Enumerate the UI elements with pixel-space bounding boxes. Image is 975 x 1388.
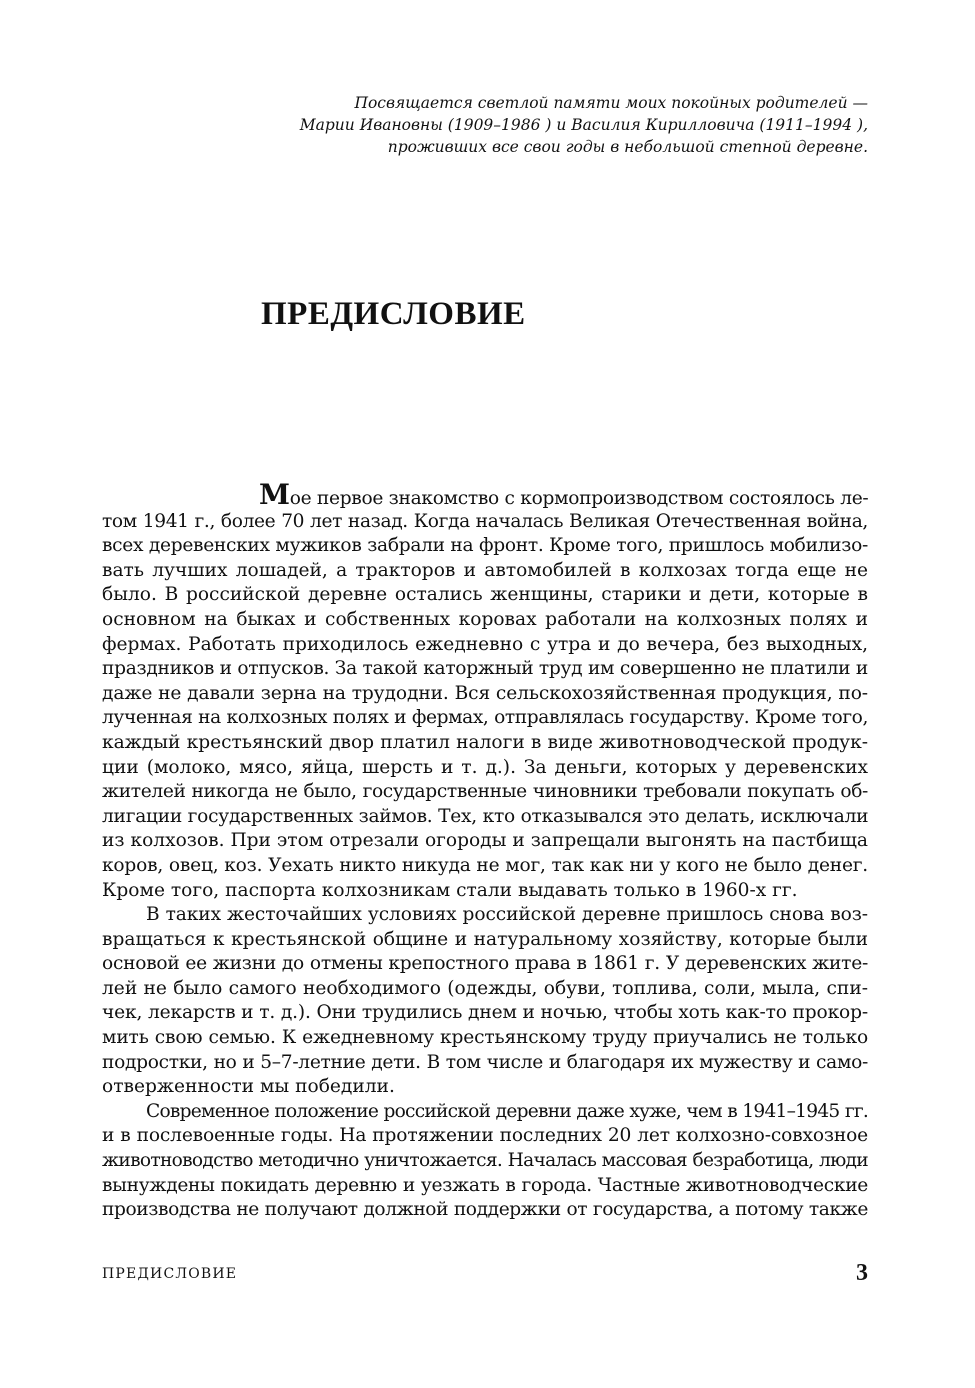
dedication-line: Марии Ивановны (1909–1986 ) и Василия Кирилловича (1911–1994 ), — [299, 116, 868, 134]
text-line: лигации государственных займов. Тех, кто отказывался это делать, исключали — [102, 805, 869, 827]
text-line: коров, овец, коз. Уехать никто никуда не мог, так как ни у кого не было денег. — [102, 854, 868, 876]
dedication-line: Посвящается светлой памяти моих покойных родителей — — [354, 94, 868, 112]
text-line: праздников и отпусков. За такой каторжный труд им совершенно не платили и — [102, 658, 868, 680]
text-line: было. В российской деревне остались женщины, старики и дети, которые в — [102, 584, 868, 606]
text-line: и в послевоенные годы. На протяжении последних 20 лет колхозно-совхозное — [102, 1125, 868, 1147]
text-line: Мое первое знакомство с кормопроизводством состоялось ле- — [259, 478, 869, 511]
dedication — [248, 92, 868, 158]
text-line: ции (молоко, мясо, яйца, шерсть и т. д.). За деньги, которых у деревенских — [102, 756, 868, 778]
chapter-title: ПРЕДИСЛОВИЕ — [261, 296, 526, 332]
text-line: чек, лекарств и т. д.). Они трудились днем и ночью, чтобы хоть как-то прокор- — [102, 1002, 868, 1024]
text-line: фермах. Работать приходилось ежедневно с утра и до вечера, без выходных, — [102, 633, 868, 655]
text-line: лученная на колхозных полях и фермах, отправлялась государству. Кроме того, — [102, 707, 868, 729]
text-line: отверженности мы победили. — [102, 1076, 395, 1098]
text-line: основном на быках и собственных коровах работали на колхозных полях и — [102, 608, 868, 630]
text-line: каждый крестьянский двор платил налоги в виде животноводческой продук- — [102, 731, 868, 753]
text-line: даже не давали зерна на трудодни. Вся сельскохозяйственная продукция, по- — [102, 682, 868, 704]
text-line: вать лучших лошадей, а тракторов и автомобилей в колхозах тогда еще не — [102, 559, 868, 581]
text-line: Современное положение российской деревни даже хуже, чем в 1941–1945 гг. — [146, 1100, 868, 1122]
text-line: из колхозов. При этом отрезали огороды и запрещали выгонять на пастбища — [102, 830, 868, 852]
text-line: мить свою семью. К ежедневному крестьянскому труду приучались не только — [102, 1027, 868, 1049]
text-line: производства не получают должной поддержки от государства, а потому также — [102, 1199, 868, 1221]
text-line: подростки, но и 5–7-летние дети. В том числе и благодаря их мужеству и само- — [102, 1051, 868, 1073]
text-line: лей не было самого необходимого (одежды, обуви, топлива, соли, мыла, спи- — [102, 977, 868, 999]
page-number: 3 — [856, 1260, 868, 1286]
text-line: вынуждены покидать деревню и уезжать в города. Частные животноводческие — [102, 1174, 868, 1196]
text-line: всех деревенских мужиков забрали на фронт. Кроме того, пришлось мобилизо- — [102, 535, 868, 557]
drop-letter: М — [259, 478, 290, 511]
text-line: Кроме того, паспорта колхозникам стали выдавать только в 1960-х гг. — [102, 879, 798, 901]
running-head: ПРЕДИСЛОВИЕ — [102, 1266, 238, 1282]
text-line: том 1941 г., более 70 лет назад. Когда началась Великая Отечественная война, — [102, 510, 868, 532]
text-line: основой ее жизни до отмены крепостного права в 1861 г. У деревенских жите- — [102, 953, 868, 975]
body-text — [102, 478, 869, 1223]
text-line: В таких жесточайших условиях российской деревне пришлось снова воз- — [146, 904, 868, 926]
text-line: животноводство методично уничтожается. Началась массовая безработица, люди — [102, 1150, 868, 1172]
text-line: жителей никогда не было, государственные чиновники требовали покупать об- — [102, 781, 868, 803]
text-line: вращаться к крестьянской общине и натуральному хозяйству, которые были — [102, 928, 868, 950]
page-footer — [102, 1262, 868, 1288]
dedication-line: проживших все свои годы в небольшой степной деревне. — [387, 138, 868, 156]
